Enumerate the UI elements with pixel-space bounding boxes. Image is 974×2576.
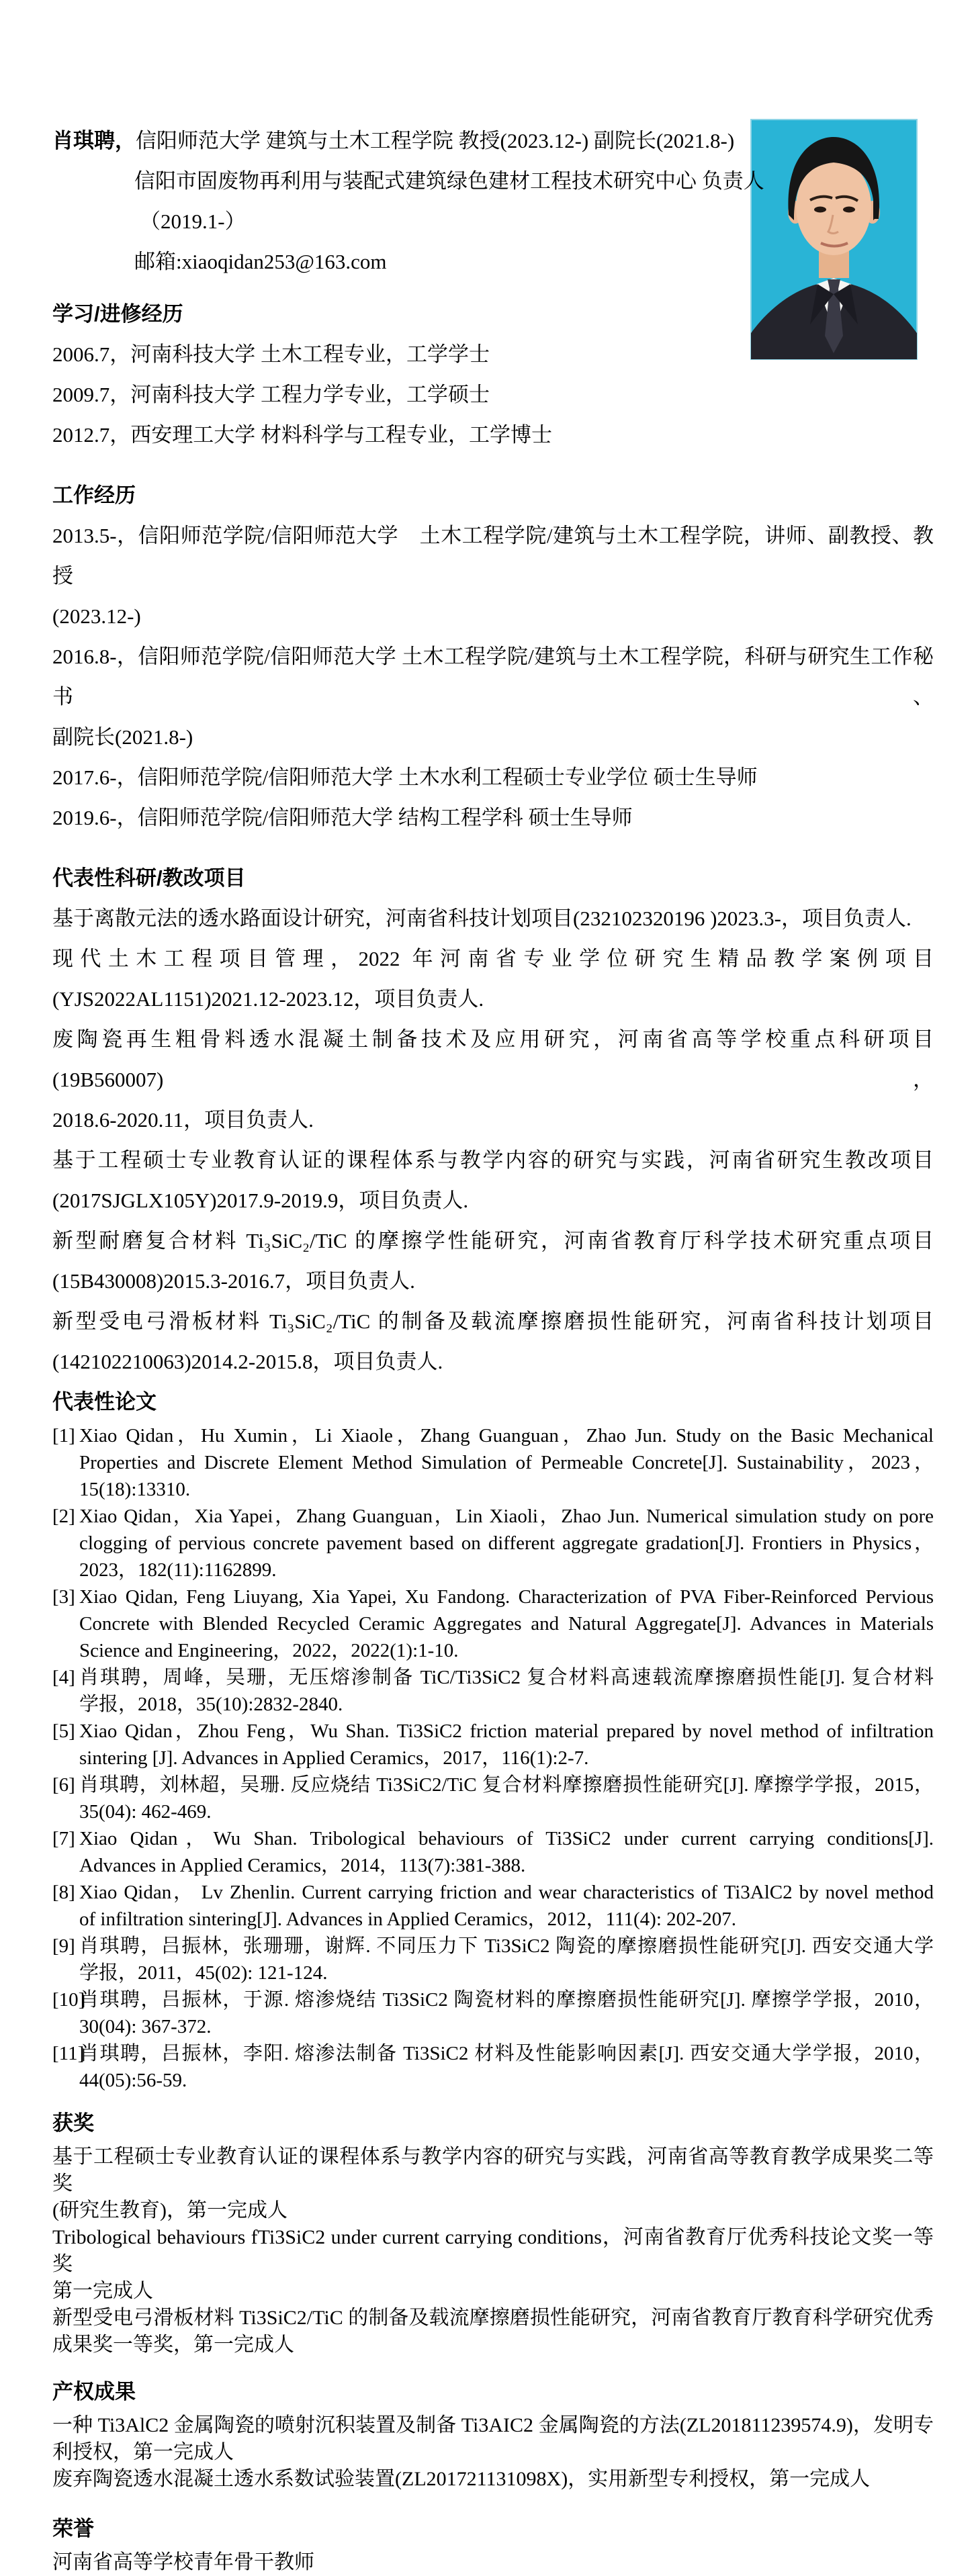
- publication-line: Advances in Applied Ceramics，2014，113(7):381-388.: [79, 1855, 526, 1876]
- publication-item: [52, 1879, 934, 1933]
- project-line: (2017SJGLX105Y)2017.9-2019.9，项目负责人.: [52, 1189, 469, 1212]
- section-education-heading: 学习/进修经历: [52, 302, 183, 326]
- publication-line: 肖琪聘，吕振林，张珊珊，谢辉. 不同压力下 Ti3SiC2 陶瓷的摩擦磨损性能研究[J]. 西安交通大学: [79, 1935, 934, 1957]
- award-line: 新型受电弓滑板材料 Ti3SiC2/TiC 的制备及载流摩擦磨损性能研究，河南省教育厅教育科学研究优秀: [52, 2307, 934, 2329]
- project-line: 基于离散元法的透水路面设计研究，河南省科技计划项目(232102320196 )2023.3-，项目负责人.: [52, 907, 912, 930]
- work-line: 2019.6-，信阳师范学院/信阳师范大学 结构工程学科 硕士生导师: [52, 806, 633, 829]
- section-work: [52, 475, 934, 838]
- education-line: 2012.7，西安理工大学 材料科学与工程专业，工学博士: [52, 423, 552, 447]
- publication-number: [2]: [52, 1506, 75, 1527]
- section-publications-heading: 代表性论文: [52, 1390, 157, 1414]
- profile-intro: [52, 121, 764, 282]
- section-education: [52, 294, 934, 455]
- section-awards: [52, 2103, 934, 2358]
- work-line: 2013.5-，信阳师范学院/信阳师范大学 土木工程学院/建筑与土木工程学院，讲师、副教授、教授: [52, 524, 934, 588]
- award-line: 成果奖一等奖，第一完成人: [52, 2334, 294, 2356]
- publication-line: Concrete with Blended Recycled Ceramic Aggregates and Natural Aggregate[J]. Advances in Materials: [79, 1613, 934, 1635]
- publication-line: of infiltration sintering[J]. Advances in Applied Ceramics，2012，111(4): 202-207.: [79, 1908, 737, 1930]
- publication-line: Properties and Discrete Element Method Simulation of Permeable Concrete[J]. Sustainability，2023，: [79, 1452, 934, 1473]
- cv-content: [52, 0, 934, 2576]
- publication-line: 肖琪聘，周峰，吴珊，无压熔渗制备 TiC/Ti3SiC2 复合材料高速载流摩擦磨损性能[J]. 复合材料: [79, 1667, 934, 1688]
- publication-line: 2023，182(11):1162899.: [79, 1559, 277, 1581]
- education-line: 2006.7，河南科技大学 土木工程专业，工学学士: [52, 342, 490, 366]
- section-patents-heading: 产权成果: [52, 2380, 136, 2403]
- publication-number: [9]: [52, 1935, 75, 1957]
- section-honors: [52, 2509, 934, 2576]
- project-line: 现代土木工程项目管理，2022 年河南省专业学位研究生精品教学案例项目: [52, 947, 934, 970]
- publication-line: 肖琪聘，吕振林，于源. 熔渗烧结 Ti3SiC2 陶瓷材料的摩擦磨损性能研究[J]. 摩擦学学报，2010，: [79, 1989, 934, 2011]
- publication-line: Xiao Qidan，Wu Shan. Tribological behaviours of Ti3SiC2 under current carrying conditions[J].: [79, 1828, 934, 1849]
- publication-item: [52, 1422, 934, 1503]
- project-line: (YJS2022AL1151)2021.12-2023.12，项目负责人.: [52, 987, 484, 1011]
- work-line: 2017.6-，信阳师范学院/信阳师范大学 土木水利工程硕士专业学位 硕士生导师: [52, 766, 758, 789]
- project-line: 新型耐磨复合材料 Ti₃SiC₂/TiC 的摩擦学性能研究，河南省教育厅科学技术研究重点项目: [52, 1229, 934, 1252]
- publication-item: [52, 1772, 934, 1825]
- publication-line: 肖琪聘，吕振林，李阳. 熔渗法制备 Ti3SiC2 材料及性能影响因素[J]. 西安交通大学学报，2010，: [79, 2043, 934, 2064]
- publication-line: 35(04): 462-469.: [79, 1801, 212, 1823]
- award-line: 基于工程硕士专业教育认证的课程体系与教学内容的研究与实践，河南省高等教育教学成果奖二等奖: [52, 2146, 934, 2195]
- patent-line: 废弃陶瓷透水混凝土透水系数试验装置(ZL201721131098X)，实用新型专利授权，第一完成人: [52, 2468, 871, 2490]
- project-line: (142102210063)2014.2-2015.8，项目负责人.: [52, 1350, 443, 1373]
- publication-item: [52, 2040, 934, 2094]
- publication-line: Xiao Qidan，Xia Yapei，Zhang Guanguan，Lin Xiaoli，Zhao Jun. Numerical simulation study on pore: [79, 1506, 934, 1527]
- publication-line: sintering [J]. Advances in Applied Ceramics，2017，116(1):2-7.: [79, 1747, 589, 1769]
- publication-item: [52, 1933, 934, 1986]
- project-line: 基于工程硕士专业教育认证的课程体系与教学内容的研究与实践，河南省研究生教改项目: [52, 1148, 934, 1172]
- section-projects: [52, 858, 934, 1382]
- publication-line: Xiao Qidan， Lv Zhenlin. Current carrying friction and wear characteristics of Ti3AlC2 by novel method: [79, 1882, 934, 1903]
- work-line: (2023.12-): [52, 604, 141, 628]
- profile-title-rest: 信阳师范大学 建筑与土木工程学院 教授(2023.12-) 副院长(2021.8-): [136, 129, 735, 152]
- profile-role-line: 信阳市固废物再利用与装配式建筑绿色建材工程技术研究中心 负责人: [134, 169, 764, 193]
- publication-line: 学报，2011，45(02): 121-124.: [79, 1962, 328, 1984]
- patent-line: 利授权，第一完成人: [52, 2441, 234, 2463]
- publication-item: [52, 1503, 934, 1583]
- publication-number: [4]: [52, 1667, 75, 1688]
- work-line: 副院长(2021.8-): [52, 725, 193, 749]
- publication-number: [3]: [52, 1586, 75, 1608]
- publication-line: 30(04): 367-372.: [79, 2016, 212, 2037]
- section-projects-heading: 代表性科研/教改项目: [52, 866, 246, 890]
- profile-email: 邮箱:xiaoqidan253@163.com: [134, 250, 387, 273]
- project-line: 新型受电弓滑板材料 Ti₃SiC₂/TiC 的制备及载流摩擦磨损性能研究，河南省科技计划项目: [52, 1309, 934, 1333]
- publication-number: [8]: [52, 1882, 75, 1903]
- publication-line: 15(18):13310.: [79, 1479, 191, 1500]
- profile-role-dates: （2019.1-）: [140, 210, 246, 233]
- publication-number: [1]: [52, 1425, 75, 1446]
- award-line: 第一完成人: [52, 2280, 153, 2302]
- award-line: (研究生教育)，第一完成人: [52, 2199, 287, 2221]
- publication-number: [11]: [52, 2043, 85, 2064]
- publication-item: [52, 1986, 934, 2040]
- education-line: 2009.7，河南科技大学 工程力学专业，工学硕士: [52, 383, 490, 406]
- publication-line: Xiao Qidan，Hu Xumin，Li Xiaole，Zhang Guanguan，Zhao Jun. Study on the Basic Mechanical: [79, 1425, 934, 1446]
- publication-line: Xiao Qidan，Zhou Feng，Wu Shan. Ti3SiC2 friction material prepared by novel method of infiltration: [79, 1720, 934, 1742]
- section-patents: [52, 2372, 934, 2493]
- publication-line: Science and Engineering，2022，2022(1):1-10.: [79, 1640, 459, 1661]
- honor-line: 河南省高等学校青年骨干教师: [52, 2551, 314, 2573]
- profile-name: 肖琪聘，: [52, 129, 136, 152]
- publication-item: [52, 1718, 934, 1772]
- project-line: 废陶瓷再生粗骨料透水混凝土制备技术及应用研究，河南省高等学校重点科研项目(19B560007)，: [52, 1027, 934, 1091]
- publication-item: [52, 1825, 934, 1879]
- section-honors-heading: 荣誉: [52, 2517, 94, 2540]
- publication-item: [52, 1664, 934, 1718]
- publication-line: clogging of pervious concrete pavement based on different aggregate gradation[J]. Frontiers in Physics，: [79, 1532, 934, 1554]
- publication-number: [6]: [52, 1774, 75, 1796]
- work-line: 2016.8-，信阳师范学院/信阳师范大学 土木工程学院/建筑与土木工程学院，科研与研究生工作秘书、: [52, 645, 934, 708]
- section-publications: [52, 1382, 934, 2094]
- project-line: (15B430008)2015.3-2016.7，项目负责人.: [52, 1269, 415, 1293]
- patent-line: 一种 Ti3AlC2 金属陶瓷的喷射沉积装置及制备 Ti3AIC2 金属陶瓷的方法(ZL201811239574.9)，发明专: [52, 2414, 934, 2436]
- profile-title-line: [52, 121, 744, 161]
- publication-line: 44(05):56-59.: [79, 2070, 187, 2091]
- publication-line: Xiao Qidan, Feng Liuyang, Xia Yapei, Xu Fandong. Characterization of PVA Fiber-Reinforced Pervious: [79, 1586, 934, 1608]
- section-work-heading: 工作经历: [52, 484, 136, 507]
- publication-line: 肖琪聘，刘林超，吴珊. 反应烧结 Ti3SiC2/TiC 复合材料摩擦磨损性能研究[J]. 摩擦学学报，2015，: [79, 1774, 934, 1796]
- section-awards-heading: 获奖: [52, 2111, 94, 2135]
- publication-line: 学报，2018，35(10):2832-2840.: [79, 1694, 343, 1715]
- publication-number: [5]: [52, 1720, 75, 1742]
- publication-item: [52, 1583, 934, 1664]
- project-line: 2018.6-2020.11，项目负责人.: [52, 1108, 314, 1132]
- publication-number: [10]: [52, 1989, 85, 2011]
- award-line: Tribological behaviours fTi3SiC2 under current carrying conditions，河南省教育厅优秀科技论文奖一等奖: [52, 2226, 934, 2275]
- publication-number: [7]: [52, 1828, 75, 1849]
